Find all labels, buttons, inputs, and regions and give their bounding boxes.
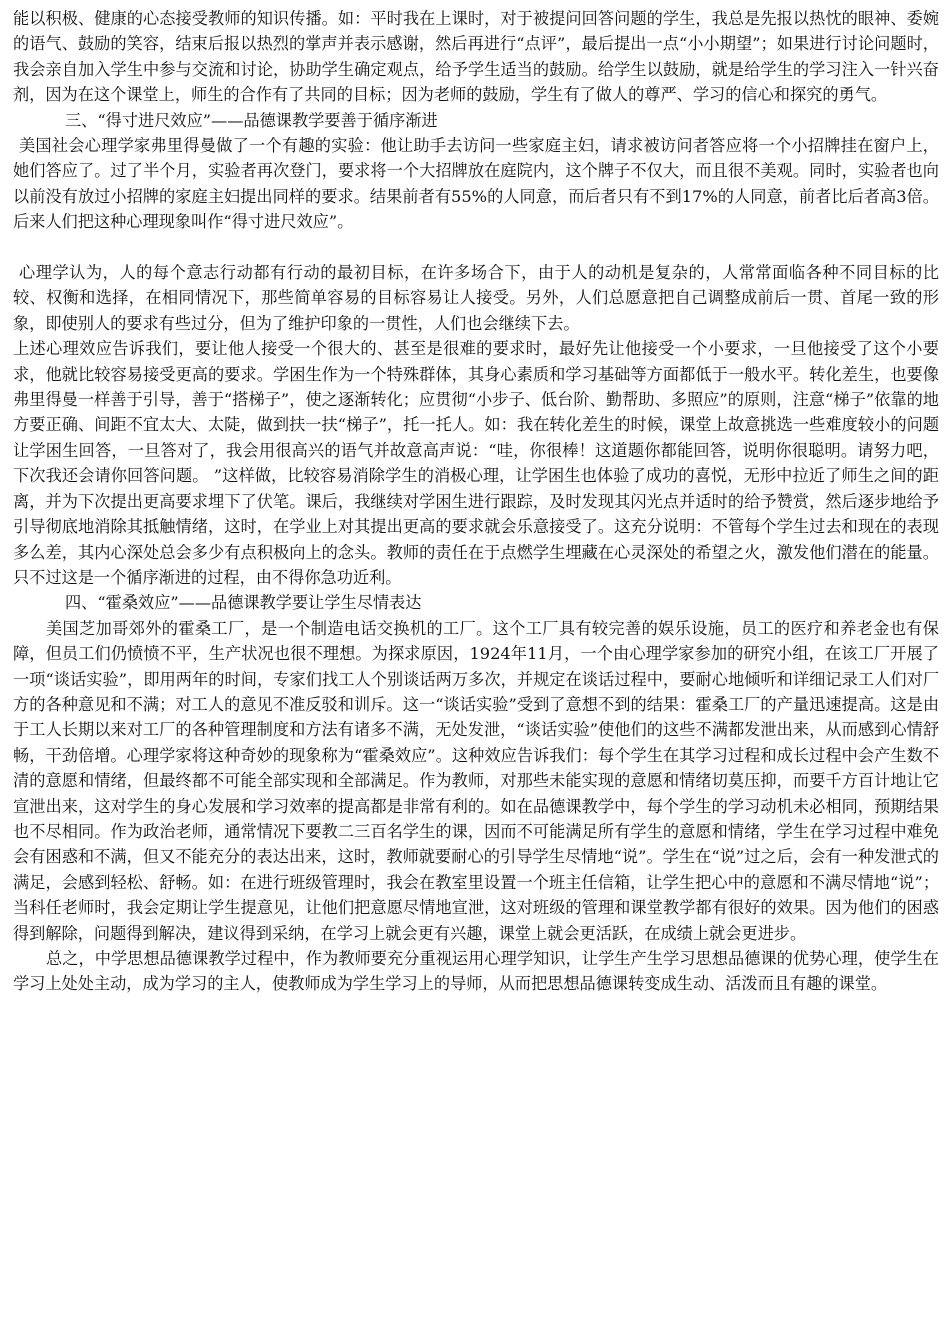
paragraph-psychology: 心理学认为，人的每个意志行动都有行动的最初目标，在许多场合下，由于人的动机是复杂的，人常常面临各种不同目标的比较、权衡和选择，在相同情况下，那些简单容易的目标容易让人接受。另外，人们总愿意把自己调整成前后一贯、首尾一致的形象，即使别人的要求有些过分，但为了维护印象的一贯性，人们也会继续下去。 xyxy=(13,263,939,333)
document-page xyxy=(13,6,939,997)
paragraph-encouragement: 能以积极、健康的心态接受教师的知识传播。如：平时我在上课时，对于被提问回答问题的学生，我总是先报以热忱的眼神、委婉的语气、鼓励的笑容，结束后报以热烈的掌声并表示感谢，然后再进行“点评”，最后提出一点“小小期望”；如果进行讨论问题时，我会亲自加入学生中参与交流和讨论，协助学生确定观点，给予学生适当的鼓励。给学生以鼓励，就是给学生的学习注入一针兴奋剂，因为在这个课堂上，师生的合作有了共同的目标；因为老师的鼓励，学生有了做人的尊严、学习的信心和探究的勇气。 xyxy=(13,9,939,105)
paragraph-experiment: 美国社会心理学家弗里得曼做了一个有趣的实验：他让助手去访问一些家庭主妇，请求被访问者答应将一个小招牌挂在窗户上，她们答应了。过了半个月，实验者再次登门，要求将一个大招牌放在庭院内，这个牌子不仅大，而且很不美观。同时，实验者也向以前没有放过小招牌的家庭主妇提出同样的要求。结果前者有55%的人同意，而后者只有不到17%的人同意，前者比后者高3倍。后来人们把这种心理现象叫作“得寸进尺效应”。 xyxy=(13,136,939,232)
section-heading-3: 三、“得寸进尺效应”——品德课教学要善于循序渐进 xyxy=(65,110,438,130)
section-heading-4: 四、“霍桑效应”——品德课教学要让学生尽情表达 xyxy=(65,593,422,613)
paragraph-hawthorne: 美国芝加哥郊外的霍桑工厂，是一个制造电话交换机的工厂。这个工厂具有较完善的娱乐设施，员工的医疗和养老金也有保障，但员工们仍愤愤不平，生产状况也很不理想。为探求原因，1924年11月，一个由心理学家参加的研究小组，在该工厂开展了一项“谈话实验”，即用两年的时间，专家们找工人个别谈话两万多次，并规定在谈话过程中，要耐心地倾听和详细记录工人们对厂方的各种意见和不满；对工人的意见不准反驳和训斥。这一“谈话实验”受到了意想不到的结果：霍桑工厂的产量迅速提高。这是由于工人长期以来对工厂的各种管理制度和方法有诸多不满，无处发泄，“谈话实验”使他们的这些不满都发泄出来，从而感到心情舒畅，干劲倍增。心理学家将这种奇妙的现象称为“霍桑效应”。这种效应告诉我们：每个学生在其学习过程和成长过程中会产生数不清的意愿和情绪，但最终都不可能全部实现和全部满足。作为教师，对那些未能实现的意愿和情绪切莫压抑，而要千方百计地让它宣泄出来，这对学生的身心发展和学习效率的提高都是非常有利的。如在品德课教学中，每个学生的学习动机未必相同，预期结果也不尽相同。作为政治老师，通常情况下要教二三百名学生的课，因而不可能满足所有学生的意愿和情绪，学生在学习过程中难免会有困惑和不满，但又不能充分的表达出来，这时，教师就要耐心的引导学生尽情地“说”。学生在“说”过之后，会有一种发泄式的满足，会感到轻松、舒畅。如：在进行班级管理时，我会在教室里设置一个班主任信箱，让学生把心中的意愿和不满尽情地“说”；当科任老师时，我会定期让学生提意见，让他们把意愿尽情地宣泄，这对班级的管理和课堂教学都有很好的效果。因为他们的困惑得到解除，问题得到解决，建议得到采纳，在学习上就会更有兴趣，课堂上就会更活跃，在成绩上就会更进步。 xyxy=(13,618,939,943)
paragraph-application: 上述心理效应告诉我们，要让他人接受一个很大的、甚至是很难的要求时，最好先让他接受一个小要求，一旦他接受了这个小要求，他就比较容易接受更高的要求。学困生作为一个特殊群体，其身心素质和学习基础等方面都低于一般水平。转化差生，也要像弗里得曼一样善于引导，善于“搭梯子”，使之逐渐转化；应贯彻“小步子、低台阶、勤帮助、多照应”的原则，注意“梯子”依靠的地方要正确、间距不宜太大、太陡，做到扶一扶“梯子”，托一托人。如：我在转化差生的时候，课堂上故意挑选一些难度较小的问题让学困生回答，一旦答对了，我会用很高兴的语气并故意高声说：“哇，你很棒！这道题你都能回答，说明你很聪明。请努力吧，下次我还会请你回答问题。 ”这样做，比较容易消除学生的消极心理，让学困生也体验了成功的喜悦，无形中拉近了师生之间的距离，并为下次提出更高要求埋下了伏笔。课后，我继续对学困生进行跟踪，及时发现其闪光点并适时的给予赞赏，然后逐步地给予引导彻底地消除其抵触情绪，这时，在学业上对其提出更高的要求就会乐意接受了。这充分说明：不管每个学生过去和现在的表现多么差，其内心深处总会多少有点积极向上的念头。教师的责任在于点燃学生埋藏在心灵深处的希望之火，激发他们潜在的能量。只不过这是一个循序渐进的过程，由不得你急功近利。 xyxy=(13,339,939,587)
blank-line xyxy=(13,235,939,260)
paragraph-conclusion: 总之，中学思想品德课教学过程中，作为教师要充分重视运用心理学知识，让学生产生学习思想品德课的优势心理，使学生在学习上处处主动，成为学习的主人，使教师成为学生学习上的导师，从而把思想品德课转变成生动、活泼而且有趣的课堂。 xyxy=(13,949,939,994)
